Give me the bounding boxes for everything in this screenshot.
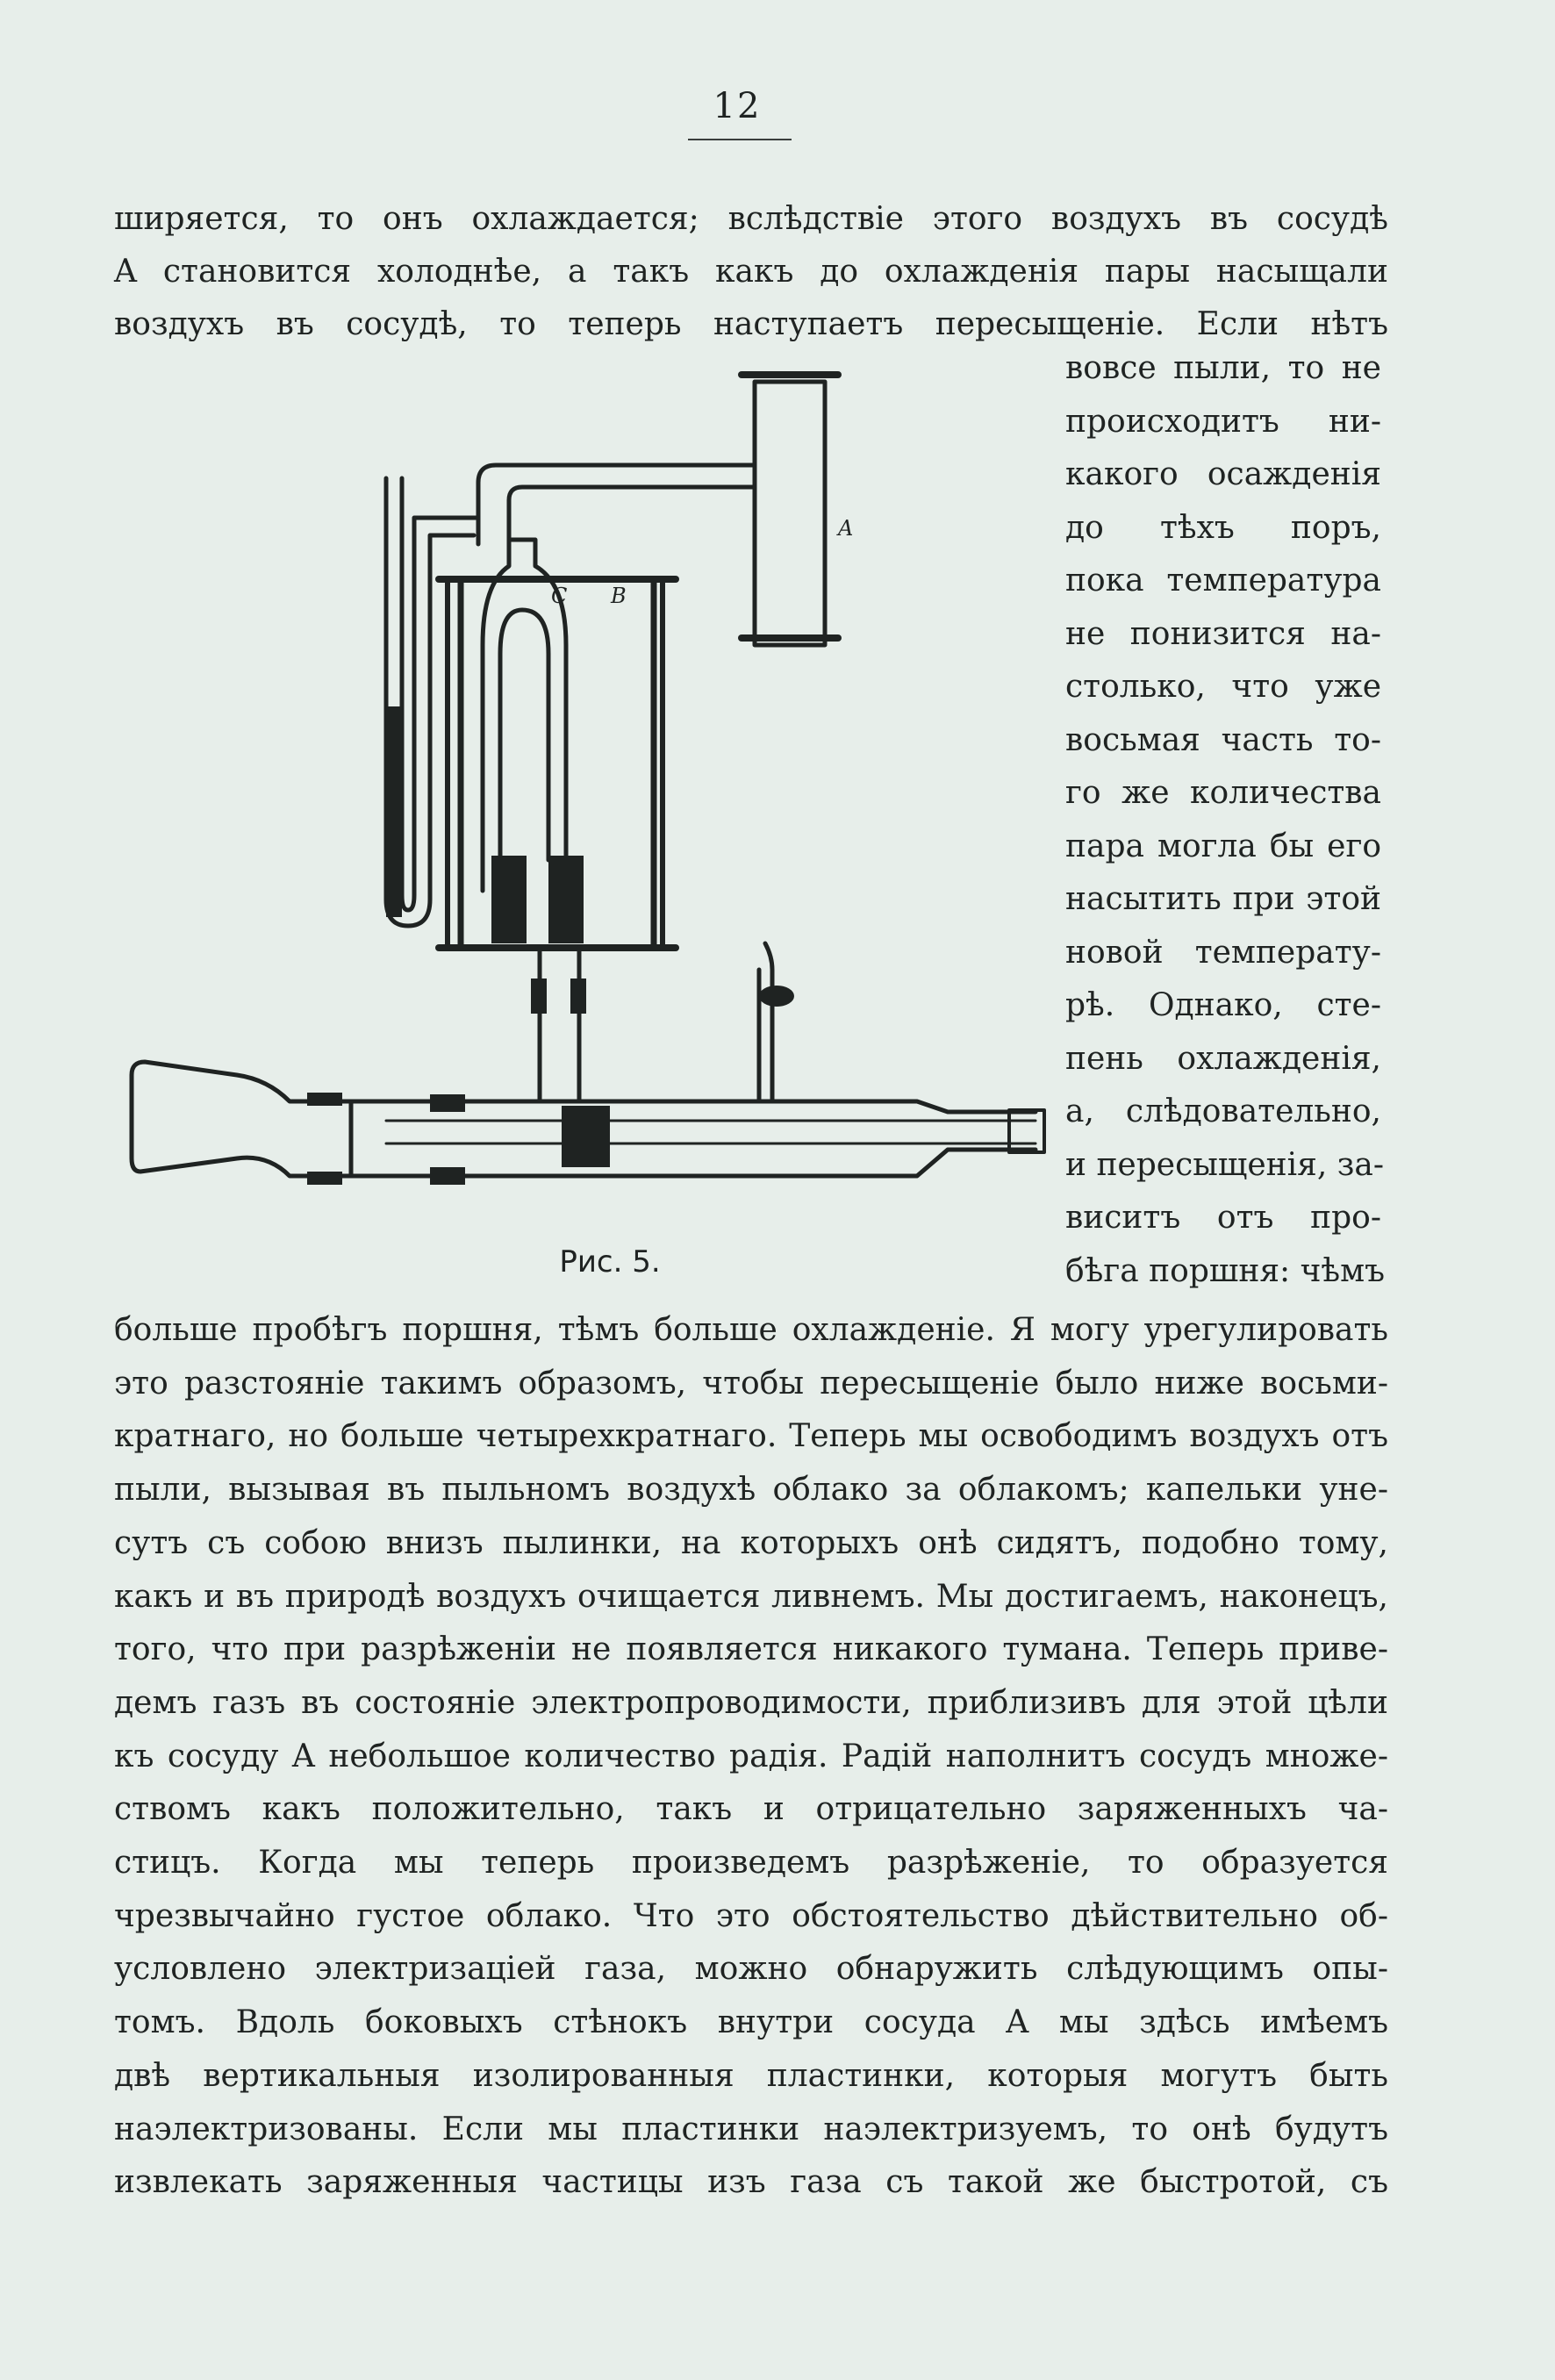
text-line: сутъ съ собою внизъ пылинки, на которыхъ онѣ сидятъ, подобно тому,	[114, 1524, 1388, 1561]
text-line: пень охлажденія,	[1065, 1040, 1381, 1077]
text-line: воздухъ въ сосудѣ, то теперь наступаетъ пересыщеніе. Если нѣтъ	[114, 306, 1388, 342]
text-line: условлено электризаціей газа, можно обнаружить слѣдующимъ опы-	[114, 1951, 1388, 1988]
vessel-a	[755, 382, 825, 645]
text-line: того, что при разрѣженіи не появляется никакого тумана. Теперь приве-	[114, 1631, 1388, 1668]
text-line: томъ. Вдоль боковыхъ стѣнокъ внутри сосуда A мы здѣсь имѣемъ	[114, 2004, 1388, 2041]
text-line: бѣга поршня: чѣмъ	[1065, 1252, 1386, 1289]
text-line: насытить при этой	[1065, 881, 1381, 917]
text-line: до тѣхъ поръ,	[1065, 509, 1381, 546]
text-line: пара могла бы его	[1065, 828, 1381, 864]
text-line: демъ газъ въ состояніе электропроводимости, приблизивъ для этой цѣли	[114, 1684, 1388, 1721]
text-line: это разстояніе такимъ образомъ, чтобы пересыщеніе было ниже восьми-	[114, 1365, 1388, 1401]
text-line: стицъ. Когда мы теперь произведемъ разрѣженіе, то образуется	[114, 1845, 1388, 1881]
figure-caption: Рис. 5.	[559, 1244, 661, 1280]
text-line: пока температура	[1065, 563, 1381, 599]
piston	[562, 1106, 610, 1167]
page-number-rule	[688, 139, 792, 140]
text-line: происходитъ ни-	[1065, 403, 1381, 440]
text-line: двѣ вертикальныя изолированныя пластинки, которыя могутъ быть	[114, 2057, 1388, 2094]
text-line: больше пробѣгъ поршня, тѣмъ больше охлажденіе. Я могу урегулировать	[114, 1312, 1388, 1348]
text-line: кратнаго, но больше четырехкратнаго. Теперь мы освободимъ воздухъ отъ	[114, 1418, 1388, 1455]
page-number: 12	[713, 86, 762, 126]
figure-apparatus	[123, 364, 1053, 1237]
text-line: вовсе пыли, то не	[1065, 350, 1381, 386]
label-c: C	[551, 584, 568, 608]
text-line: новой температу-	[1065, 934, 1381, 971]
stopcock	[759, 943, 772, 1101]
text-line: и пересыщенія, за-	[1065, 1146, 1385, 1183]
text-line: виситъ отъ про-	[1065, 1200, 1381, 1236]
text-line: го же количества	[1065, 775, 1381, 811]
connecting-tube	[478, 465, 755, 544]
text-line: какого осажденія	[1065, 456, 1381, 492]
text-line: пыли, вызывая въ пыльномъ воздухѣ облако за облакомъ; капельки уне-	[114, 1472, 1388, 1509]
text-line: ширяется, то онъ охлаждается; вслѣдствіе этого воздухъ въ сосудѣ	[114, 201, 1388, 237]
apparatus-diagram	[123, 364, 1053, 1237]
text-line: не понизится на-	[1065, 615, 1381, 652]
label-a: A	[838, 516, 854, 541]
text-line: какъ и въ природѣ воздухъ очищается ливнемъ. Мы достигаемъ, наконецъ,	[114, 1578, 1388, 1615]
flask	[132, 1062, 351, 1176]
text-line: рѣ. Однако, сте-	[1065, 987, 1381, 1023]
text-line: извлекать заряженныя частицы изъ газа съ такой же быстротой, съ	[114, 2164, 1388, 2201]
text-line: а, слѣдовательно,	[1065, 1093, 1381, 1129]
text-line: ствомъ какъ положительно, такъ и отрицательно заряженныхъ ча-	[114, 1791, 1388, 1828]
text-line: A становится холоднѣе, а такъ какъ до охлажденія пары насыщали	[114, 254, 1388, 290]
text-line: столько, что уже	[1065, 669, 1381, 705]
text-line: чрезвычайно густое облако. Что это обстоятельство дѣйствительно об-	[114, 1897, 1388, 1934]
label-b: B	[611, 584, 627, 608]
text-line: наэлектризованы. Если мы пластинки наэлектризуемъ, то онѣ будутъ	[114, 2111, 1388, 2147]
text-line: восьмая часть то-	[1065, 721, 1381, 758]
text-line: къ сосуду A небольшое количество радія. Радій наполнитъ сосудъ множе-	[114, 1738, 1388, 1774]
